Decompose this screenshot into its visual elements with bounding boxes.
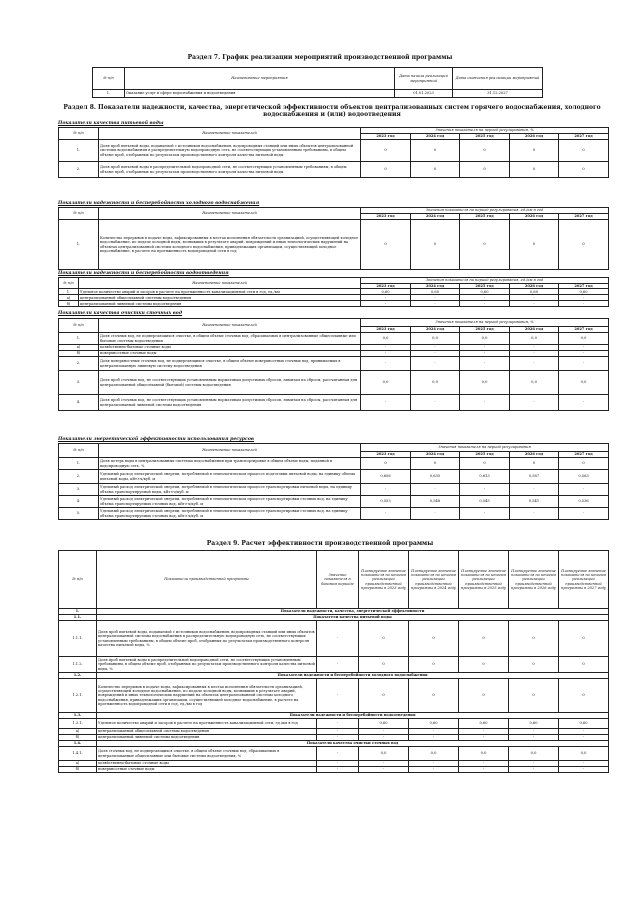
year-header: 2024 год (411, 327, 460, 333)
row-num: 1.3.1. (59, 719, 97, 729)
table-row (59, 679, 609, 713)
header-plan: Планируемое значение показателя по итогам реализации производственной программы в 2027 году (559, 551, 609, 609)
header-unit: Значения показателя на период регулирования (361, 444, 609, 452)
row-value: 0,0 (361, 333, 411, 345)
section-heading: Показатели надежности и бесперебойности водоотведения (97, 713, 609, 719)
year-header: 2026 год (510, 452, 559, 458)
row-value: 0 (411, 140, 460, 162)
row-value: 0,60 (459, 719, 509, 729)
table-row (59, 140, 609, 162)
row-value: 0,60 (359, 719, 409, 729)
row-value: 0 (361, 458, 411, 470)
row-value: - (460, 345, 510, 351)
row-value: - (559, 351, 609, 357)
row-value: - (509, 735, 559, 741)
header-name: Показатели производственной программы (97, 551, 317, 609)
row-value: 0,553 (361, 496, 411, 508)
table-row (59, 484, 609, 496)
section-heading: Показатели надежности и бесперебойности холодного водоснабжения (97, 673, 609, 679)
row-value: 0,563 (559, 470, 609, 484)
header-num: № п/п (59, 278, 79, 289)
row-value: - (361, 508, 411, 520)
row-value: 0,0 (361, 371, 411, 395)
row-value: - (559, 395, 609, 411)
row-num: 1.2. (59, 673, 97, 679)
row-name: Оказание услуг в сфере водоснабжения и водоотведения (125, 90, 395, 98)
row-num: а) (59, 729, 97, 735)
row-value: - (409, 767, 459, 773)
row-value: 0,60 (361, 289, 411, 295)
row-value: - (559, 484, 609, 496)
row-num: 2. (59, 470, 99, 484)
table-row (59, 333, 609, 345)
table-row (59, 395, 609, 411)
row-num: 1. (59, 333, 99, 345)
row-value: 0 (409, 621, 459, 657)
row-value: - (510, 301, 559, 307)
row-value: - (510, 484, 559, 496)
row-value: - (460, 484, 510, 496)
row-name: Удельный расход электрической энергии, потребляемой в технологическом процессе подготовки питьевой воды, на единицу объема питьевой воды, кВт×ч/куб. м (99, 470, 361, 484)
row-value: - (411, 301, 460, 307)
row-value: 0 (409, 657, 459, 673)
row-name: Доля сточных вод, не подвергающихся очистке, в общем объеме сточных вод, сбрасываемых в централизованные общесплавные или бытовые системы водоотведения, % (97, 747, 317, 761)
header-plan: Планируемое значение показателя по итогам реализации производственной программы в 2023 году (359, 551, 409, 609)
row-value: 0,635 (411, 470, 460, 484)
row-name: Удельный расход электрической энергии, потребляемой в технологическом процессе транспортировки питьевой воды, на единицу объема транспортируемой воды, кВт×ч/куб. м (99, 484, 361, 496)
row-name: централизованной общесплавной системы водоотведения (97, 729, 317, 735)
row-num: 1. (59, 289, 79, 295)
row-value: 0 (509, 621, 559, 657)
row-value: - (411, 351, 460, 357)
row-value: 0,60 (460, 289, 510, 295)
row-value: 0 (559, 657, 609, 673)
row-value: 0 (559, 220, 609, 270)
year-header: 2027 год (559, 327, 609, 333)
row-value: 0,656 (361, 470, 411, 484)
row-value: - (409, 761, 459, 767)
row-value: - (559, 508, 609, 520)
row-value: 0,613 (460, 470, 510, 484)
header-start: Дата начала реализации мероприятий (395, 68, 453, 90)
row-value: - (361, 345, 411, 351)
row-num: б) (59, 351, 99, 357)
year-header: 2023 год (361, 452, 411, 458)
t1-heading: Показатели качества питьевой воды (58, 121, 164, 126)
section-heading: Показатели надежности, качества, энергетической эффективности (97, 609, 609, 615)
row-value: - (460, 295, 510, 301)
row-value: - (317, 747, 359, 761)
row-name: Доля проб сточных вод, не соответствующих установленным нормативам допустимых сбросов, лимитам на сбросы, рассчитанная для централизованной ливневой системы водоотведения (99, 395, 361, 411)
header-name: Наименование показателей (99, 444, 361, 458)
row-value: 0 (559, 140, 609, 162)
row-start: 01.01.2023 (395, 90, 453, 98)
row-value: 0 (411, 458, 460, 470)
row-name: Доля проб питьевой воды в распределительной водопроводной сети, не соответствующих установленным требованиям, в общем объеме проб, отобранных по результатам производственного контроля качества питьевой воды (99, 162, 361, 178)
row-value: - (361, 351, 411, 357)
table-row (59, 767, 609, 773)
t3-heading: Показатели надежности и бесперебойности водоотведения (58, 271, 229, 276)
row-value: 0,60 (509, 719, 559, 729)
year-header: 2025 год (460, 452, 510, 458)
header-num: № п/п (59, 208, 99, 220)
header-num: № п/п (93, 68, 125, 90)
row-value: 0 (509, 657, 559, 673)
table-row (59, 220, 609, 270)
row-name: Доля сточных вод, не подвергающихся очистке, в общем объеме сточных вод, сбрасываемых в централизованные общесплавные или бытовые системы водоотведения (99, 333, 361, 345)
header-unit: Значения показателя на период регулирования, % (361, 319, 609, 327)
header-unit: Значения показателя на период регулирования, ед./км в год (361, 208, 609, 214)
year-header: 2027 год (559, 134, 609, 140)
row-name: Удельный расход электрической энергии, потребляемой в технологическом процессе транспортировки сточных вод, на единицу объема транспортируемых сточных вод, кВт×ч/куб. м (99, 508, 361, 520)
row-value: 0 (459, 679, 509, 713)
row-value: - (460, 508, 510, 520)
row-name: централизованной общесплавной системы водоотведения (79, 295, 361, 301)
row-value: 0,0 (559, 371, 609, 395)
row-value: 0 (359, 657, 409, 673)
row-value: 0,60 (559, 289, 609, 295)
table-row (59, 470, 609, 484)
row-value: 0,60 (409, 719, 459, 729)
year-header: 2027 год (559, 452, 609, 458)
t4-heading: Показатели качества очистки сточных вод (58, 311, 183, 316)
header-unit: Значения показателя на период регулирования, ед./км в год (361, 278, 609, 284)
header-end: Дата окончания реализации мероприятий (453, 68, 543, 90)
row-value: - (361, 357, 411, 371)
row-value: - (510, 395, 559, 411)
row-value: - (559, 357, 609, 371)
table-row (59, 458, 609, 470)
row-name: Удельное количество аварий и засоров в расчете на протяженность канализационной сети, ед./км в год (97, 719, 317, 729)
t5-heading: Показатели энергетической эффективности использования ресурсов (58, 437, 254, 442)
row-num: б) (59, 735, 97, 741)
section-8-title: Раздел 8. Показатели надежности, качества, энергетической эффективности объектов централизованных систем горячего водоснабжения, холодного водоснабжения и (или) водоотведения (63, 104, 601, 118)
table-row (59, 301, 609, 307)
year-header: 2024 год (411, 214, 460, 220)
row-value: - (460, 351, 510, 357)
header-unit: Значения показателя на период регулирования, % (361, 128, 609, 134)
row-num: 3. (59, 484, 99, 496)
row-value: 0,541 (510, 496, 559, 508)
row-name: хозяйственно-бытовые сточные воды (99, 345, 361, 351)
row-num: 1. (59, 609, 97, 615)
row-value: - (317, 657, 359, 673)
row-value: 0,0 (459, 747, 509, 761)
row-value: 0 (459, 621, 509, 657)
row-num: 1.3. (59, 713, 97, 719)
row-num: 3. (59, 371, 99, 395)
row-num: 1. (59, 220, 99, 270)
row-value: - (559, 345, 609, 351)
row-value: 0,0 (359, 747, 409, 761)
row-value: 0 (359, 679, 409, 713)
row-value: 0,0 (510, 333, 559, 345)
year-header: 2026 год (510, 214, 559, 220)
year-header: 2025 год (460, 134, 510, 140)
row-num: 1.1.1. (59, 621, 97, 657)
row-value: - (559, 735, 609, 741)
row-value: 0,0 (559, 333, 609, 345)
header-name: Наименование показателей (79, 278, 361, 289)
header-num: № п/п (59, 319, 99, 333)
row-value: - (317, 767, 359, 773)
row-end: 31.12.2027 (453, 90, 543, 98)
row-value: 0,0 (411, 333, 460, 345)
t2-heading: Показатели надежности и бесперебойности холодного водоснабжения (58, 201, 260, 206)
row-value: - (361, 301, 411, 307)
row-value: 0 (409, 679, 459, 713)
row-name: Доля проб питьевой воды, подаваемой с источников водоснабжения, водопроводных станций или иных объектов централизованной системы водоснабжения в распределительную водопроводную сеть, не соответствующих установленным требованиям, в общем объеме проб, отобранных по результатам производственного контроля качества питьевой воды, % (97, 621, 317, 657)
row-value: - (509, 761, 559, 767)
row-value: - (411, 508, 460, 520)
row-name: Доля проб сточных вод, не соответствующих установленным нормативам допустимых сбросов, лимитам на сбросы, рассчитанная для централизованной общесплавной (бытовой) системы водоотведения (99, 371, 361, 395)
table-row (59, 747, 609, 761)
table-row (59, 371, 609, 395)
row-name: поверхностные сточные воды (97, 767, 317, 773)
header-num: № п/п (59, 444, 99, 458)
row-num: 2. (59, 162, 99, 178)
section-heading: Показатели качества очистки сточных вод (97, 741, 609, 747)
row-num: 5. (59, 508, 99, 520)
year-header: 2025 год (460, 214, 510, 220)
row-name: Доля потерь воды в централизованных системах водоснабжения при транспортировке в общем объеме воды, поданной в водопроводную сеть, % (99, 458, 361, 470)
row-value: 0,0 (411, 371, 460, 395)
sewage-reliability-table (58, 277, 609, 307)
row-value: - (317, 729, 359, 735)
row-num: 1. (59, 458, 99, 470)
row-value: 0 (411, 220, 460, 270)
row-value: - (409, 729, 459, 735)
row-value: - (361, 395, 411, 411)
row-value: - (317, 761, 359, 767)
row-name: Количество перерывов в подаче воды, зафиксированных в местах исполнения обязательств организацией, осуществляющей холодное водоснабжение, по подаче холодной воды, возникших в результате аварий, повреждений и иных технологических нарушений на объектах централизованной системы холодного водоснабжения, принадлежащих организации, осуществляющей холодное водоснабжение, в расчете на протяженность водопроводной сети в год (99, 220, 361, 270)
year-header: 2024 год (411, 134, 460, 140)
year-header: 2027 год (559, 214, 609, 220)
year-header: 2025 год (460, 284, 510, 289)
row-value: - (510, 345, 559, 351)
row-value: 0 (510, 458, 559, 470)
header-plan: Планируемое значение показателя по итогам реализации производственной программы в 2026 году (509, 551, 559, 609)
header-name: Наименование мероприятия (125, 68, 395, 90)
year-header: 2026 год (510, 134, 559, 140)
row-value: - (317, 735, 359, 741)
row-value: 0 (559, 162, 609, 178)
row-num: 1. (93, 90, 125, 98)
table-row (59, 719, 609, 729)
row-value: - (361, 295, 411, 301)
row-value: - (317, 679, 359, 713)
row-value: 0 (459, 657, 509, 673)
row-num: 1.1.2. (59, 657, 97, 673)
row-value: - (559, 301, 609, 307)
row-name: Количество перерывов в подаче воды, зафиксированных в местах исполнения обязательств организацией, осуществляющей холодное водоснабжение, по подаче холодной воды, возникших в результате аварий, повреждений и иных технологических нарушений на объектах централизованной системы холодного водоснабжения, принадлежащих организации, осуществляющей холодное водоснабжение, в расчете на протяженность водопроводной сети в год, ед./км в год (97, 679, 317, 713)
section-7-table (92, 67, 543, 98)
row-value: 0,0 (460, 333, 510, 345)
row-value: - (411, 357, 460, 371)
row-value: - (460, 395, 510, 411)
row-num: б) (59, 301, 79, 307)
section-9-title: Раздел 9. Расчет эффективности производственной программы (206, 540, 434, 547)
row-value: - (510, 351, 559, 357)
row-value: 0,0 (409, 747, 459, 761)
row-value: - (559, 729, 609, 735)
row-value: 0 (559, 679, 609, 713)
year-header: 2023 год (361, 284, 411, 289)
row-value: 0 (460, 162, 510, 178)
header-name: Наименование показателей (99, 128, 361, 140)
row-value: 0 (460, 220, 510, 270)
row-num: 1.1. (59, 615, 97, 621)
row-value: - (359, 729, 409, 735)
row-name: Доля проб питьевой воды, подаваемой с источников водоснабжения, водопроводных станций или иных объектов централизованной системы водоснабжения в распределительную водопроводную сеть, не соответствующих установленным требованиям, в общем объеме проб, отобранных по результатам производственного контроля качества питьевой воды (99, 140, 361, 162)
table-row (59, 621, 609, 657)
row-value: - (509, 729, 559, 735)
row-value: - (510, 295, 559, 301)
row-value: 0 (460, 458, 510, 470)
header-num: № п/п (59, 128, 99, 140)
row-value: 0 (510, 162, 559, 178)
row-value: - (409, 735, 459, 741)
row-num: 1. (59, 140, 99, 162)
row-value: - (459, 767, 509, 773)
row-value: - (460, 357, 510, 371)
row-name: Доля поверхностных сточных вод, не подвергающихся очистке, в общем объеме поверхностных сточных вод, принимаемых в централизованную ливневую систему водоотведения (99, 357, 361, 371)
row-value: 0 (510, 220, 559, 270)
row-value: 0 (509, 679, 559, 713)
year-header: 2025 год (460, 327, 510, 333)
row-num: 1.2.1. (59, 679, 97, 713)
header-num: № п/п (59, 551, 97, 609)
row-value: 0 (361, 162, 411, 178)
row-value: 0,548 (411, 496, 460, 508)
row-value: 0,60 (411, 289, 460, 295)
row-num: 1.4. (59, 741, 97, 747)
year-header: 2024 год (411, 452, 460, 458)
header-base: Значение показателя в базовом периоде (317, 551, 359, 609)
year-header: 2023 год (361, 214, 411, 220)
header-plan: Планируемое значение показателя по итогам реализации производственной программы в 2025 году (459, 551, 509, 609)
row-value: 0 (411, 162, 460, 178)
table-row (59, 508, 609, 520)
row-value: - (510, 508, 559, 520)
row-value: - (510, 357, 559, 371)
section-heading: Показатели качества питьевой воды (97, 615, 609, 621)
row-name: Доля проб питьевой воды в распределительной водопроводной сети, не соответствующих установленным требованиям, в общем объеме проб, отобранных по результатам производственного контроля качества питьевой воды, % (98, 658, 315, 671)
row-name: поверхностные сточные воды (99, 351, 361, 357)
row-value: - (411, 484, 460, 496)
row-num: 2. (59, 357, 99, 371)
section-7-title: Раздел 7. График реализации мероприятий производственной программы (187, 54, 453, 61)
row-name: Удельное количество аварий и засоров в расчете на протяженность канализационной сети в год, ед./км (79, 289, 361, 295)
header-plan: Планируемое значение показателя по итогам реализации производственной программы в 2024 году (409, 551, 459, 609)
table-row (59, 496, 609, 508)
sewage-treatment-quality-table (58, 318, 609, 411)
row-value: - (317, 719, 359, 729)
energy-efficiency-table (58, 443, 609, 520)
row-value: 0 (460, 140, 510, 162)
row-value: 0 (361, 220, 411, 270)
row-value: 0 (510, 140, 559, 162)
year-header: 2024 год (411, 284, 460, 289)
cold-water-reliability-table (58, 207, 609, 270)
year-header: 2027 год (559, 284, 609, 289)
row-value: - (317, 621, 359, 657)
row-value: 0 (559, 458, 609, 470)
row-value: 0,0 (510, 371, 559, 395)
header-name: Наименование показателей (99, 319, 361, 333)
row-num: а) (59, 345, 99, 351)
row-value: 0 (359, 621, 409, 657)
table-row (59, 162, 609, 178)
row-value: - (359, 735, 409, 741)
row-name: централизованной ливневой системы водоотведения (97, 735, 317, 741)
row-value: 0,536 (559, 496, 609, 508)
year-header: 2026 год (510, 327, 559, 333)
row-name: централизованной ливневой системы водоотведения (79, 301, 361, 307)
table-row (59, 357, 609, 371)
header-name: Наименование показателей (99, 208, 361, 220)
row-value: - (411, 295, 460, 301)
row-num: а) (59, 761, 97, 767)
year-header: 2023 год (361, 327, 411, 333)
row-value: - (359, 761, 409, 767)
row-value: - (559, 295, 609, 301)
row-value: 0,587 (510, 470, 559, 484)
row-name: Удельный расход электрической энергии, потребляемой в технологическом процессе транспортировки сточных вод, на единицу объема транспортируемых сточных вод, кВт×ч/куб. м (99, 496, 361, 508)
row-value: 0,0 (460, 371, 510, 395)
row-value: 0 (361, 140, 411, 162)
year-header: 2026 год (510, 284, 559, 289)
row-value: - (359, 767, 409, 773)
row-value: - (459, 729, 509, 735)
row-value: - (559, 761, 609, 767)
row-value: 0,60 (510, 289, 559, 295)
row-value: - (459, 735, 509, 741)
row-value: - (361, 484, 411, 496)
row-num: 4. (59, 496, 99, 508)
row-num: 1.4.1. (59, 747, 97, 761)
row-value: - (509, 767, 559, 773)
row-value: 0 (559, 621, 609, 657)
row-value: - (411, 345, 460, 351)
drinking-water-quality-table (58, 127, 609, 178)
row-name: хозяйственно-бытовые сточные воды (97, 761, 317, 767)
row-value: - (411, 395, 460, 411)
row-num: б) (59, 767, 97, 773)
row-value: 0,545 (460, 496, 510, 508)
row-num: а) (59, 295, 79, 301)
efficiency-calc-table (58, 550, 609, 773)
row-value: 0,0 (559, 747, 609, 761)
row-value: 0,60 (559, 719, 609, 729)
row-value: - (460, 301, 510, 307)
row-value: - (459, 761, 509, 767)
row-value: - (559, 767, 609, 773)
row-num: 4. (59, 395, 99, 411)
row-value: 0,0 (509, 747, 559, 761)
year-header: 2023 год (361, 134, 411, 140)
table-row (59, 657, 609, 673)
